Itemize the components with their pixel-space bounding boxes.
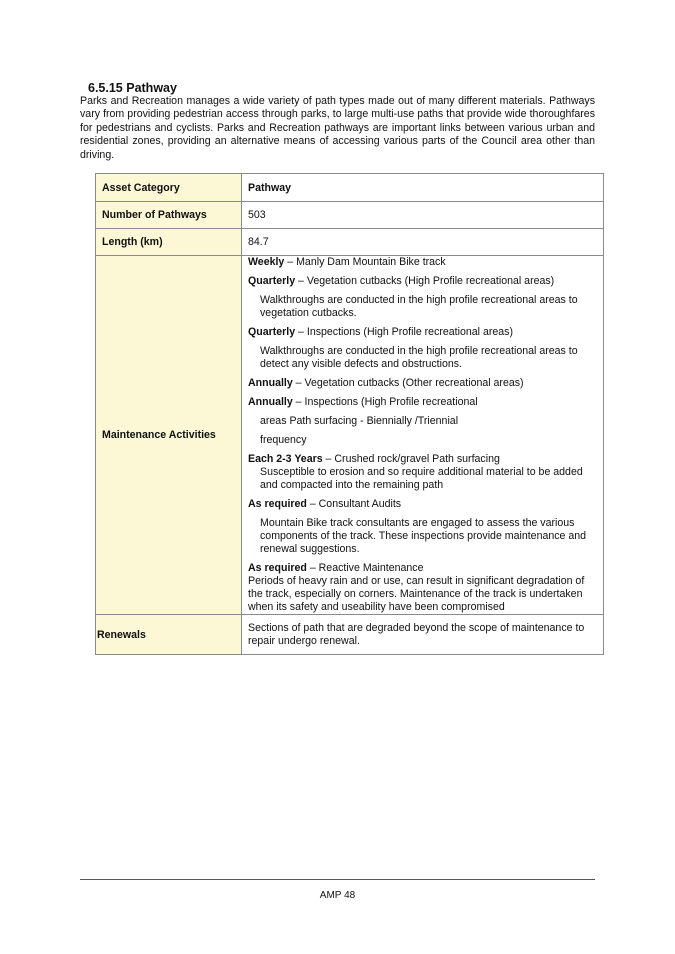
activity-item: Annually – Inspections (High Profile recreational bbox=[248, 396, 478, 408]
number-of-pathways-value: 503 bbox=[242, 202, 604, 229]
renewals-label: Renewals bbox=[96, 615, 242, 655]
length-label: Length (km) bbox=[96, 229, 242, 256]
activity-item: Annually – Vegetation cutbacks (Other recreational areas) bbox=[248, 377, 524, 389]
activity-item: Quarterly – Vegetation cutbacks (High Profile recreational areas) bbox=[248, 275, 555, 287]
table-row-length bbox=[96, 229, 604, 256]
activity-item: As required – Consultant Audits bbox=[248, 498, 402, 510]
number-of-pathways-label: Number of Pathways bbox=[96, 202, 242, 229]
activity-description: Susceptible to erosion and so require additional material to be added and compacted into the remaining path bbox=[260, 466, 583, 491]
activity-item: Weekly – Manly Dam Mountain Bike track bbox=[248, 256, 446, 268]
activity-description: Mountain Bike track consultants are engaged to assess the various components of the track. These inspections provide maintenance and renewal suggestions. bbox=[260, 517, 587, 555]
asset-category-value: Pathway bbox=[242, 174, 604, 202]
renewals-value: Sections of path that are degraded beyond the scope of maintenance to repair undergo renewal. bbox=[242, 615, 604, 655]
table-row-number-of-pathways bbox=[96, 202, 604, 229]
activity-item: Quarterly – Inspections (High Profile recreational areas) bbox=[248, 326, 513, 338]
asset-category-label: Asset Category bbox=[96, 174, 242, 202]
table-row-maintenance bbox=[96, 256, 604, 615]
pathway-asset-table bbox=[95, 173, 604, 655]
activity-description: Periods of heavy rain and or use, can result in significant degradation of the track, especially on corners. Maintenance of the track is undertaken when its safety and useability have been compromised bbox=[248, 575, 585, 613]
section-heading: 6.5.15 Pathway bbox=[88, 81, 177, 95]
page-number: AMP 48 bbox=[319, 890, 356, 901]
table-row-renewals bbox=[96, 615, 604, 655]
activity-description: Walkthroughs are conducted in the high profile recreational areas to detect any visible defects and obstructions. bbox=[260, 345, 578, 370]
maintenance-label: Maintenance Activities bbox=[96, 256, 242, 615]
activity-description: frequency bbox=[260, 434, 307, 446]
table-row-asset-category bbox=[96, 174, 604, 202]
activity-item: As required – Reactive Maintenance bbox=[248, 562, 424, 574]
activity-item: Each 2-3 Years – Crushed rock/gravel Path surfacing bbox=[248, 453, 500, 465]
length-value: 84.7 bbox=[242, 229, 604, 256]
activity-description: areas Path surfacing - Biennially /Triennial bbox=[260, 415, 459, 427]
activity-description: Walkthroughs are conducted in the high profile recreational areas to vegetation cutbacks. bbox=[260, 294, 578, 319]
footer-divider bbox=[80, 879, 595, 880]
intro-paragraph: Parks and Recreation manages a wide variety of path types made out of many different materials. Pathways vary from providing pedestrian access through parks, to large multi-use paths that provide wide thoroughfares for pedestrians and cyclists. Parks and Recreation pathways are important links between various urban and residential zones, providing an alternative means of accessing various parts of the Council area other than driving. bbox=[80, 95, 595, 161]
maintenance-activities-list bbox=[242, 256, 604, 615]
